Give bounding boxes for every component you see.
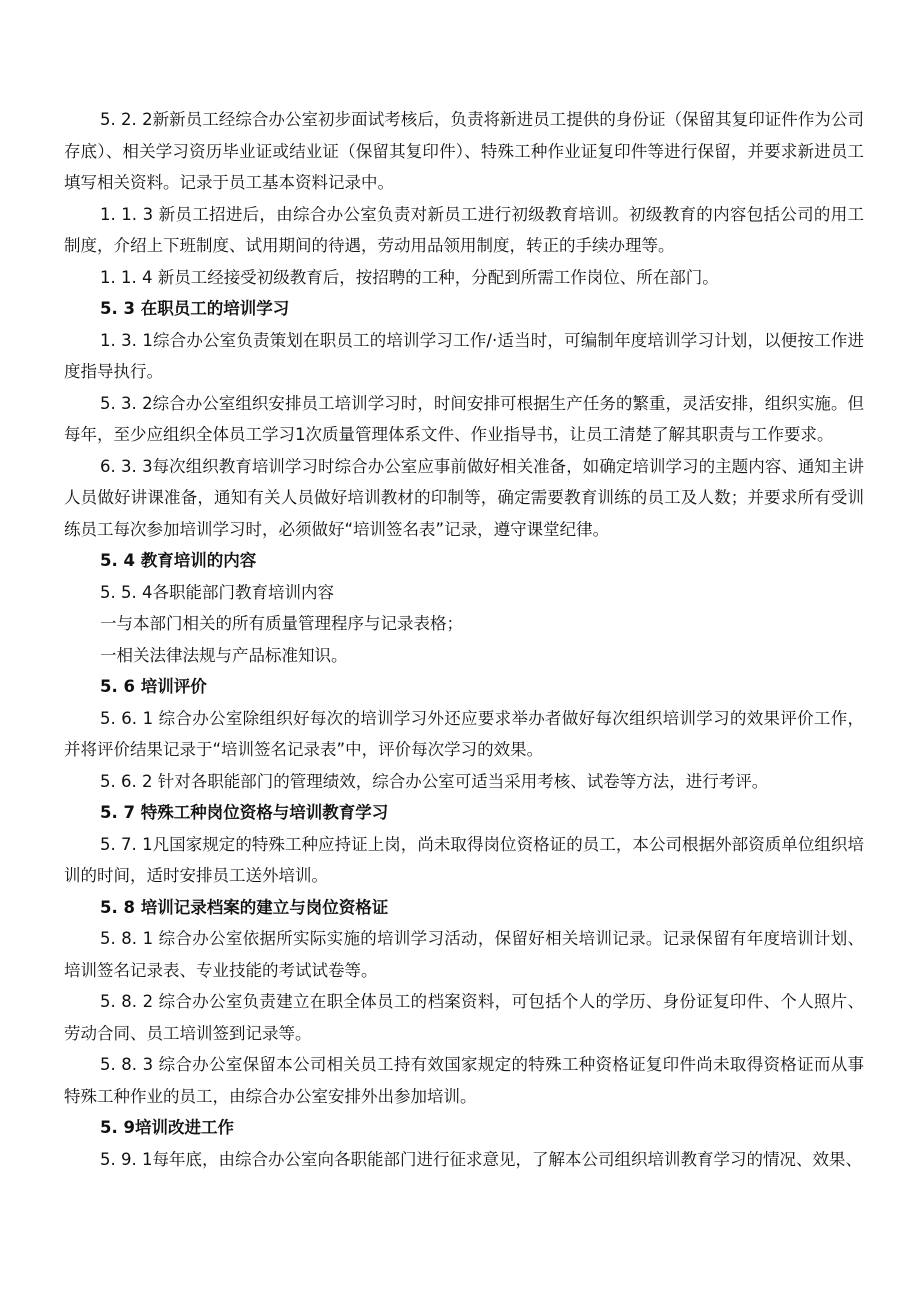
- paragraph-5-8-1: 5. 8. 1 综合办公室依据所实际实施的培训学习活动，保留好相关培训记录。记录保留有年度培训计划、培训签名记录表、专业技能的考试试卷等。: [64, 929, 864, 980]
- paragraph-5-6-2: 5. 6. 2 针对各职能部门的管理绩效，综合办公室可适当采用考核、试卷等方法，进行考评。: [100, 771, 769, 791]
- section-heading-5-7: 5. 7 特殊工种岗位资格与培训教育学习: [100, 803, 389, 822]
- document-page: [64, 104, 864, 1175]
- section-heading-5-3: 5. 3 在职员工的培训学习: [100, 299, 290, 318]
- paragraph-5-6-1: 5. 6. 1 综合办公室除组织好每次的培训学习外还应要求举办者做好每次组织培训学习的效果评价工作，并将评价结果记录于“培训签名记录表”中，评价每次学习的效果。: [64, 708, 864, 759]
- section-heading-5-6: 5. 6 培训评价: [100, 677, 207, 696]
- paragraph-5-2-2: 5. 2. 2新新员工经综合办公室初步面试考核后，负责将新进员工提供的身份证（保留其复印证件作为公司存底）、相关学习资历毕业证或结业证（保留其复印件）、特殊工种作业证复印件等进行保留，并要求新进员工填写相关资料。记录于员工基本资料记录中。: [64, 110, 864, 192]
- list-item: 一与本部门相关的所有质量管理程序与记录表格；: [100, 614, 463, 633]
- paragraph-3-2: 5. 3. 2综合办公室组织安排员工培训学习时，时间安排可根据生产任务的繁重，灵活安排，组织实施。但每年，至少应组织全体员工学习1次质量管理体系文件、作业指导书，让员工清楚了解其职责与工作要求。: [64, 393, 864, 444]
- paragraph-5-4: 5. 5. 4各职能部门教育培训内容: [100, 582, 334, 602]
- paragraph-5-8-3: 5. 8. 3 综合办公室保留本公司相关员工持有效国家规定的特殊工种资格证复印件尚未取得资格证而从事特殊工种作业的员工，由综合办公室安排外出参加培训。: [64, 1055, 864, 1106]
- paragraph-3-1: 1. 3. 1综合办公室负责策划在职员工的培训学习工作/·适当时，可编制年度培训学习计划，以便按工作进度指导执行。: [64, 330, 864, 381]
- paragraph-5-8-2: 5. 8. 2 综合办公室负责建立在职全体员工的档案资料，可包括个人的学历、身份证复印件、个人照片、劳动合同、员工培训签到记录等。: [64, 992, 864, 1043]
- section-heading-5-8: 5. 8 培训记录档案的建立与岗位资格证: [100, 897, 389, 917]
- section-heading-5-9: 5. 9培训改进工作: [100, 1118, 234, 1137]
- paragraph-1-1-3: 1. 1. 3 新员工招进后，由综合办公室负责对新员工进行初级教育培训。初级教育的内容包括公司的用工制度，介绍上下班制度、试用期间的待遇，劳动用品领用制度，转正的手续办理等。: [64, 204, 864, 255]
- paragraph-7-1: 5. 7. 1凡国家规定的特殊工种应持证上岗，尚未取得岗位资格证的员工，本公司根据外部资质单位组织培训的时间，适时安排员工送外培训。: [64, 834, 864, 885]
- paragraph-3-3: 6. 3. 3每次组织教育培训学习时综合办公室应事前做好相关准备，如确定培训学习的主题内容、通知主讲人员做好讲课准备，通知有关人员做好培训教材的印制等，确定需要教育训练的员工及人数；并要求所有受训练员工每次参加培训学习时，必须做好“培训签名表”记录，遵守课堂纪律。: [64, 456, 864, 539]
- section-heading-5-4: 5. 4 教育培训的内容: [100, 551, 257, 570]
- paragraph-5-9-1: 5. 9. 1每年底，由综合办公室向各职能部门进行征求意见，了解本公司组织培训教育学习的情况、效果、: [100, 1149, 862, 1169]
- paragraph-1-1-4: 1. 1. 4 新员工经接受初级教育后，按招聘的工种，分配到所需工作岗位、所在部门。: [100, 267, 719, 287]
- list-item: 一相关法律法规与产品标准知识。: [100, 645, 348, 665]
